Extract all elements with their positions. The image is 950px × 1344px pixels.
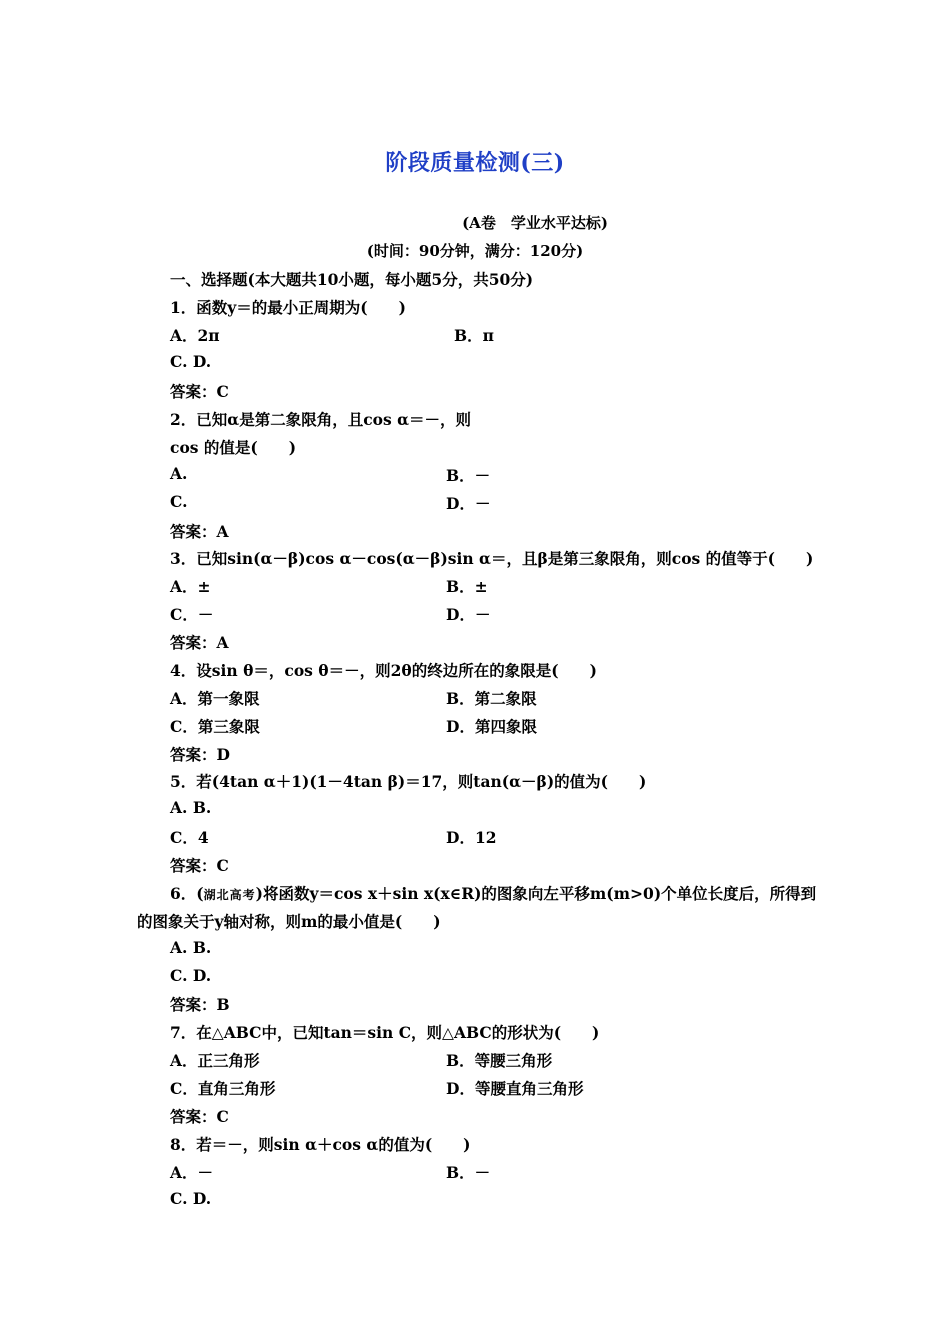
q8-option-cd: C. D. [170,1189,212,1208]
q4-answer: 答案：D [170,745,230,764]
q3-option-a: A．± [170,577,211,596]
q1-answer: 答案：C [170,382,229,401]
q7-option-b: B．等腰三角形 [446,1051,553,1070]
section-heading: 一、选择题(本大题共10小题，每小题5分，共50分) [170,270,534,289]
q2-option-b: B．－ [446,466,491,485]
q6-stem: 6．(湖北高考)将函数y＝cos x＋sin x(x∈R)的图象向左平移m(m>0)个单位长度后，所得到 [170,884,817,903]
source-tag: 湖北高考 [203,888,256,902]
q5-option-d: D．12 [446,828,497,847]
q8-option-b: B．－ [446,1163,491,1182]
q3-stem: 3．已知sin(α－β)cos α－cos(α－β)sin α＝，且β是第三象限角，则cos 的值等于( ) [170,549,814,568]
q1-option-b: B．π [454,326,494,345]
q2-option-a: A. [170,464,188,483]
q2-stem-cont: cos 的值是( ) [170,438,297,457]
q7-answer: 答案：C [170,1107,229,1126]
q5-option-ab: A. B. [170,798,212,817]
q1-stem: 1．函数y＝的最小正周期为( ) [170,298,406,317]
q1-option-cd: C. D. [170,352,212,371]
q3-option-d: D．－ [446,605,491,624]
q7-option-a: A．正三角形 [170,1051,260,1070]
q1-option-a: A．2π [170,326,220,345]
q6-option-cd: C. D. [170,966,212,985]
q6-answer: 答案：B [170,995,230,1014]
q6-option-ab: A. B. [170,938,212,957]
time-info: (时间：90分钟，满分：120分) [366,242,584,260]
q4-option-b: B．第二象限 [446,689,537,708]
q5-answer: 答案：C [170,856,229,875]
q2-stem: 2．已知α是第二象限角，且cos α＝－，则 [170,410,472,429]
q3-answer: 答案：A [170,633,229,652]
q4-option-a: A．第一象限 [170,689,260,708]
q2-answer: 答案：A [170,522,229,541]
q7-option-c: C．直角三角形 [170,1079,276,1098]
q8-option-a: A．－ [170,1163,214,1182]
q4-option-d: D．第四象限 [446,717,537,736]
q5-option-c: C．4 [170,828,209,847]
q5-stem: 5．若(4tan α＋1)(1－4tan β)＝17，则tan(α－β)的值为( ) [170,772,647,791]
q4-option-c: C．第三象限 [170,717,260,736]
q2-option-d: D．－ [446,494,491,513]
q7-stem: 7．在△ABC中，已知tan＝sin C，则△ABC的形状为( ) [170,1023,600,1042]
q7-option-d: D．等腰直角三角形 [446,1079,584,1098]
paper-subtitle: (A卷 学业水平达标) [462,214,608,232]
q6-stem-cont: 的图象关于y轴对称，则m的最小值是( ) [137,912,441,931]
page-title: 阶段质量检测(三) [385,150,565,176]
q8-stem: 8．若＝－，则sin α＋cos α的值为( ) [170,1135,471,1154]
q3-option-c: C．－ [170,605,214,624]
q3-option-b: B．± [446,577,488,596]
q4-stem: 4．设sin θ＝，cos θ＝－，则2θ的终边所在的象限是( ) [170,661,597,680]
q2-option-c: C. [170,492,188,511]
